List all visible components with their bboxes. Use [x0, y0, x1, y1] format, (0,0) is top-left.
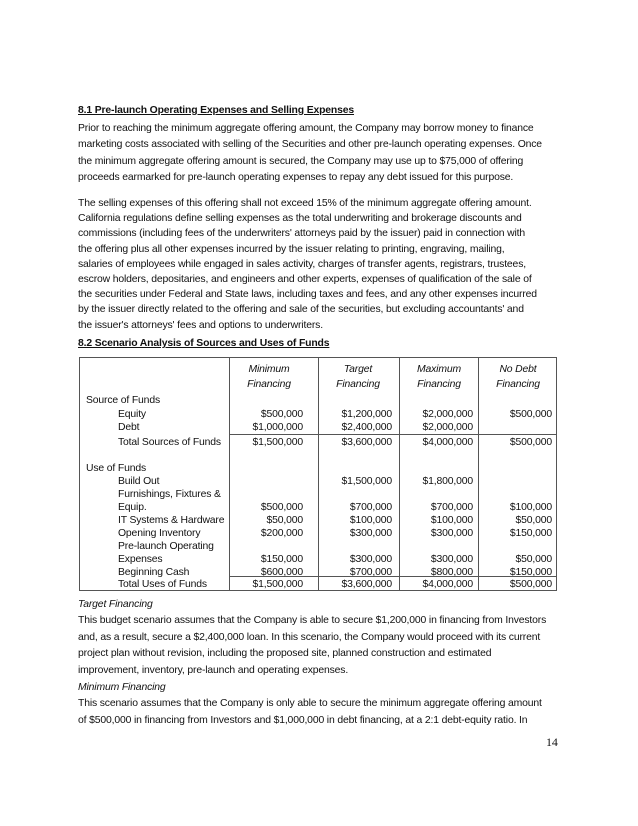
table-cell: $150,000: [509, 528, 552, 539]
row-label: Total Sources of Funds: [118, 437, 221, 448]
target-financing-section: [78, 597, 568, 679]
text-line: the minimum aggregate offering amount is secured, the Company may use up to $75,000 of offering: [78, 155, 524, 167]
text-line: of $500,000 in financing from Investors and $1,000,000 in debt financing, at a 2:1 debt-equity ratio. In: [78, 714, 528, 726]
table-cell: $300,000: [349, 528, 392, 539]
table-cell: $200,000: [260, 528, 303, 539]
table-cell: $4,000,000: [422, 579, 473, 590]
table-cell: $800,000: [430, 567, 473, 578]
column-header: Minimum: [248, 364, 290, 375]
table-cell: $300,000: [430, 528, 473, 539]
table-cell: $500,000: [509, 409, 552, 420]
text-line: This scenario assumes that the Company is only able to secure the minimum aggregate offering amount: [78, 698, 542, 710]
text-line: California regulations define selling expenses as the total underwriting and brokerage discounts and: [78, 213, 522, 225]
table-cell: $150,000: [260, 554, 303, 565]
row-label: Debt: [118, 422, 140, 433]
text-line: improvement, inventory, pre-launch and operating expenses.: [78, 664, 349, 676]
table-cell: $500,000: [260, 502, 303, 513]
table-cell: $100,000: [509, 502, 552, 513]
column-header: Maximum: [417, 364, 461, 375]
table-cell: $300,000: [349, 554, 392, 565]
text-line: This budget scenario assumes that the Company is able to secure $1,200,000 in financing from Investors: [78, 615, 547, 627]
column-header: Financing: [247, 379, 291, 390]
table-cell: $700,000: [349, 502, 392, 513]
row-label: Expenses: [118, 554, 163, 565]
divider: [229, 434, 556, 435]
minimum-financing-section: [78, 680, 568, 729]
row-label: Total Uses of Funds: [118, 579, 207, 590]
table-cell: $1,000,000: [252, 422, 303, 433]
table-cell: $500,000: [260, 409, 303, 420]
text-line: by the issuer directly related to the offering and sale of the securities, but excluding accountants' and: [78, 304, 524, 316]
table-cell: $700,000: [430, 502, 473, 513]
text-line: salaries of employees while engaged in sales activity, charges of transfer agents, registrars, trustees,: [78, 258, 526, 270]
table-cell: $100,000: [430, 515, 473, 526]
text-line: escrow holders, depositaries, and engineers and other experts, expenses of qualification of the sale of: [78, 273, 532, 285]
table-cell: $50,000: [515, 515, 552, 526]
table-cell: $2,000,000: [422, 422, 473, 433]
table-cell: $1,500,000: [252, 579, 303, 590]
column-header: No Debt: [499, 364, 537, 375]
text-line: The selling expenses of this offering shall not exceed 15% of the minimum aggregate offering amount.: [78, 198, 532, 209]
section-heading: 8.2 Scenario Analysis of Sources and Uses of Funds: [78, 338, 330, 349]
row-label: Equity: [118, 409, 146, 420]
subheading: Target Financing: [78, 599, 153, 610]
row-label: Build Out: [118, 476, 160, 487]
table-cell: $500,000: [509, 579, 552, 590]
paragraph-borrowing: [78, 121, 568, 187]
row-label: Furnishings, Fixtures &: [118, 489, 221, 500]
row-label: Pre-launch Operating: [118, 541, 214, 552]
page-number: 14: [546, 735, 558, 749]
text-line: proceeds earmarked for pre-launch operating expenses to repay any debt issued for this purpose.: [78, 172, 514, 184]
text-line: the issuer's attorneys' fees and options to underwriters.: [78, 319, 323, 331]
row-label: IT Systems & Hardware: [118, 515, 225, 526]
column-header: Financing: [496, 379, 540, 390]
row-label: Opening Inventory: [118, 528, 201, 539]
column-header: Target: [343, 364, 373, 375]
table-cell: $2,400,000: [341, 422, 392, 433]
table-cell: $700,000: [349, 567, 392, 578]
table-cell: $3,600,000: [341, 579, 392, 590]
text-line: Prior to reaching the minimum aggregate offering amount, the Company may borrow money to finance: [78, 123, 534, 134]
column-header: Financing: [336, 379, 380, 390]
text-line: project plan without revision, including the proposed site, planned construction and estimated: [78, 648, 492, 660]
table-cell: $1,500,000: [341, 476, 392, 487]
text-line: the offering plus all other expenses incurred by the issuer relating to printing, engraving, mailing,: [78, 243, 505, 255]
table-cell: $100,000: [349, 515, 392, 526]
paragraph-selling-expenses: [78, 196, 568, 333]
text-line: marketing costs associated with selling of the Securities and other pre-launch operating expenses. Once: [78, 139, 542, 151]
table-cell: $2,000,000: [422, 409, 473, 420]
table-cell: $50,000: [515, 554, 552, 565]
subheading: Minimum Financing: [78, 682, 166, 693]
text-line: commissions (including fees of the underwriters' attorneys paid by the issuer) paid in connection with: [78, 228, 525, 240]
row-label: Source of Funds: [86, 395, 160, 406]
table-cell: $1,500,000: [252, 437, 303, 448]
table-cell: $50,000: [266, 515, 303, 526]
table-cell: $1,800,000: [422, 476, 473, 487]
table-cell: $1,200,000: [341, 409, 392, 420]
row-label: Beginning Cash: [118, 567, 190, 578]
text-line: and, as a result, secure a $2,400,000 loan. In this scenario, the Company would proceed with its current: [78, 631, 541, 643]
table-cell: $150,000: [509, 567, 552, 578]
table-cell: $4,000,000: [422, 437, 473, 448]
table-cell: $3,600,000: [341, 437, 392, 448]
section-heading: 8.1 Pre-launch Operating Expenses and Selling Expenses: [78, 105, 355, 116]
row-label: Use of Funds: [86, 463, 146, 474]
table-cell: $300,000: [430, 554, 473, 565]
table-cell: $600,000: [260, 567, 303, 578]
sources-uses-table: [79, 357, 557, 591]
text-line: the securities under Federal and State laws, including taxes and fees, and any other expenses incurred: [78, 289, 537, 301]
row-label: Equip.: [118, 502, 147, 513]
column-header: Financing: [417, 379, 461, 390]
table-cell: $500,000: [509, 437, 552, 448]
